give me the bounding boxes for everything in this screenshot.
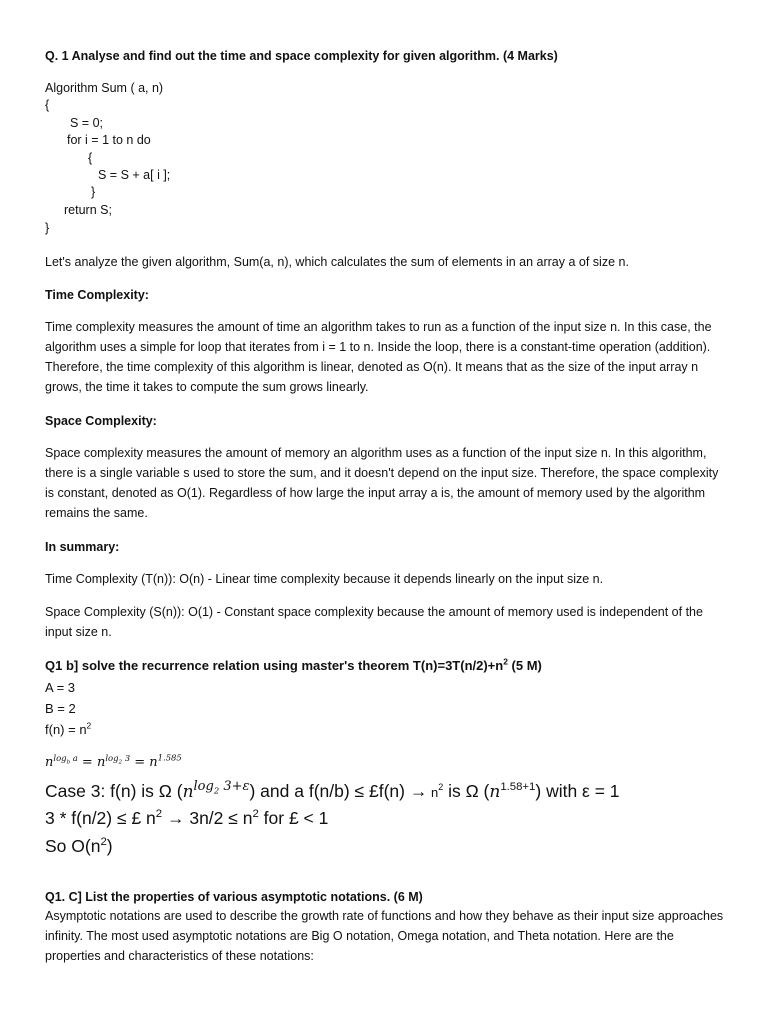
a-value: A = 3: [45, 680, 75, 695]
code-line: }: [45, 221, 50, 235]
code-line: }: [91, 185, 96, 199]
arrow-right-icon: →: [409, 781, 428, 801]
q1-intro: Let's analyze the given algorithm, Sum(a, n), which calculates the sum of elements in an array a of size n.: [45, 255, 629, 269]
space-complexity-heading: Space Complexity:: [45, 414, 157, 428]
summary-space: Space Complexity (S(n)): O(1) - Constant space complexity because the amount of memory used is independent of the input size n.: [45, 605, 703, 639]
space-complexity-text: Space complexity measures the amount of memory an algorithm uses as a function of the input size n. In this algorithm, there is a single variable s used to store the sum, and it doesn't depend on the input size. Therefore, the space complexity is constant, denoted as O(1). Regardless of how large the input array a is, the amount of memory used by the algorithm remains the same.: [45, 446, 719, 520]
q1b-heading: Q1 b] solve the recurrence relation using master's theorem $T(n)=3T(n/2)+n^2$ (5 M): [45, 656, 542, 673]
condition-line: 3 * f(n/2) ≤ £ $n^2 \to 3n/2 \le n^2$ for £ < 1: [45, 808, 329, 828]
code-line: {: [88, 151, 93, 165]
code-line: for i = 1 to n do: [67, 133, 151, 147]
q1c-text: Asymptotic notations are used to describe the growth rate of functions and how they behave as their input size approaches infinity. The most used asymptotic notations are Big O notation, Omega notation, and Theta notation. Here are the properties and characteristics of these notations:: [45, 909, 724, 963]
time-complexity-heading: Time Complexity:: [45, 288, 149, 302]
log-equation: $n^{log_b a} = n^{log_2 3} = n^{1.585}$: [45, 752, 182, 770]
b-value: B = 2: [45, 701, 76, 716]
code-line: S = S + a[ i ];: [98, 168, 171, 182]
summary-time: Time Complexity (T(n)): O(n) - Linear time complexity because it depends linearly on the input size n.: [45, 572, 604, 586]
arrow-right-icon: →: [166, 808, 185, 828]
q1-heading: Q. 1 Analyse and find out the time and space complexity for given algorithm. (4 Marks): [45, 49, 558, 63]
q1c-heading: Q1. C] List the properties of various asymptotic notations. (6 M): [45, 890, 423, 904]
result-line: So $O(n^2)$: [45, 836, 113, 856]
code-line: S = 0;: [70, 116, 104, 130]
fn-value: $f(n) = n^2$: [45, 720, 92, 737]
case3-line: Case 3: f(n) is Ω $(n^{log_2 3+\varepsilon})$ and a f(n/b) ≤ £f(n) → $n^2$ is Ω $(n^{1.58+1})$ with ε = 1: [45, 779, 620, 802]
code-line: return S;: [64, 203, 112, 217]
code-line: {: [45, 98, 50, 112]
time-complexity-text: Time complexity measures the amount of time an algorithm takes to run as a function of the input size n. In this case, the algorithm uses a simple for loop that iterates from i = 1 to n. Inside the loop, there is a constant-time operation (addition). Therefore, the time complexity of this algorithm is linear, denoted as O(n). It means that as the size of the input array n grows, the time it takes to compute the sum grows linearly.: [45, 320, 712, 394]
code-line: Algorithm Sum ( a, n): [45, 81, 164, 95]
summary-heading: In summary:: [45, 540, 120, 554]
